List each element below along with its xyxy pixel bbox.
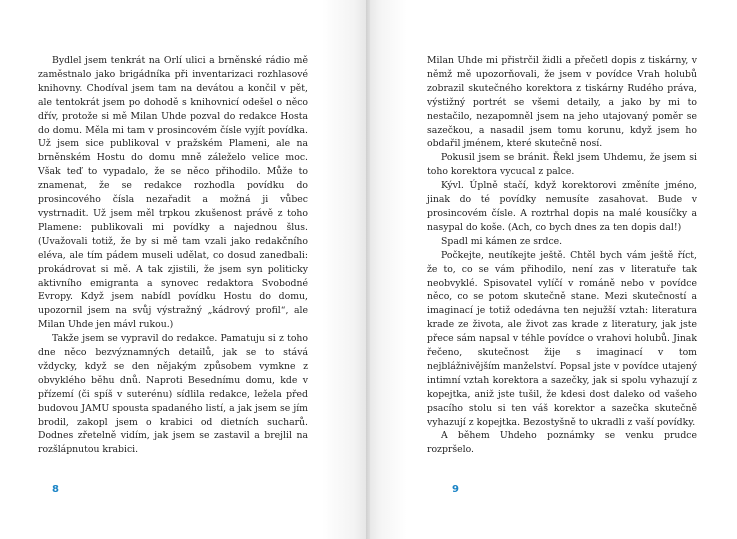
paragraph: A během Uhdeho poznámky se venku prudce rozpršelo. xyxy=(427,430,697,456)
paragraph: Milan Uhde mi přistrčil židli a přečetl dopis z tiskárny, v němž mě upozorňovali, že jsem v povídce Vrah holubů zobrazil skutečného korektora z tiskárny Rudého práva, výstižný portrét se všemi detaily, a jako by mi to nestačilo, nezapomněl jsem na jeho utajovaný poměr se sazečkou, a nasadil jsem tomu korunu, když jsem ho obdařil jménem, které skutečně nosí. xyxy=(427,55,697,150)
paragraph: Takže jsem se vypravil do redakce. Pamatuju si z toho dne něco bezvýznamných detailů, jak se to stává vždycky, když se den nějakým způsobem vymkne z obvyklého běhu dnů. Naproti Besednímu domu, kde v přízemí (či spíš v suterénu) sídlila redakce, ležela před budovou JAMU spousta spadaného listí, a jak jsem se jím brodil, zakopl jsem o krabici od dietních sucharů. Dodnes zřetelně vidím, jak jsem se zastavil a brejlil na rozšlápnutou krabici. xyxy=(38,333,308,456)
paragraph: Počkejte, neutíkejte ještě. Chtěl bych vám ještě říct, že to, co se vám přihodilo, není zas v literatuře tak neobvyklé. Spisovatel vylíčí v románě nebo v povídce něco, co se potom skutečně stane. Mezi skutečností a imaginací je totiž odedávna ten nejužší vztah: literatura krade ze života, ale život zas krade z literatury, jak jste přece sám napsal v téhle povídce o vrahovi holubů. Jinak řečeno, skutečnost žije s imaginací v tom nejblážnivějším manželství. Popsal jste v povídce utajený intimní vztah korektora a sazečky, jak si spolu vyhazují z kopejtka, aniž jste tušil, že kdesi dost daleko od vašeho psacího stolu si ten váš korektor a sazečka skutečně vyhazují z kopejtka. Bezostyšně to ukradli z vaší povídky. xyxy=(427,249,697,428)
paragraph: Bydlel jsem tenkrát na Orlí ulici a brněnské rádio mě zaměstnalo jako brigádníka při inventarizaci rozhlasové knihovny. Chodíval jsem tam na devátou a končil v pět, ale tentokrát jsem po dohodě s knihovnicí odešel o něco dřív, protože si mě Milan Uhde pozval do redakce Hosta do domu. Měla mi tam v prosincovém čísle vyjít povídka. Už jsem sice publikoval v pražském Plameni, ale na brněnském Hostu do domu mně záleželo velice moc. Však teď to vypadalo, že se něco přihodilo. Může to znamenat, že se redakce rozhodla povídku do prosincového čísla nezařadit a možná ji vůbec vystrnadit. Už jsem měl trpkou zkušenost právě z toho Plamene: publikovali mi povídky a najednou šlus. (Uvažovali totiž, že by si mě tam vzali jako redakčního eléva, ale tím pádem museli udělat, co dosud zanedbali: prokádrovat si mě. A tak zjistili, že jsem syn politicky aktivního emigranta a synovec redaktora Svobodné Evropy. Když jsem nabídl povídku Hostu do domu, upozornil jsem na svůj výstražný „kádrový profil“, ale Milan Uhde jen mávl rukou.) xyxy=(38,55,308,331)
paragraph: Kývl. Úplně stačí, když korektorovi změníte jméno, jinak do té povídky nemusíte zasahovat. Bude v prosincovém čísle. A roztrhal dopis na malé kousíčky a nasypal do koše. (Ach, co bych dnes za ten dopis dal!) xyxy=(427,180,697,233)
page-number: 9 xyxy=(452,484,459,495)
right-page-text xyxy=(427,54,697,457)
page-number: 8 xyxy=(52,484,59,495)
paragraph: Pokusil jsem se bránit. Řekl jsem Uhdemu, že jsem si toho korektora vycucal z palce. xyxy=(427,152,697,178)
paragraph: Spadl mi kámen ze srdce. xyxy=(441,235,563,247)
left-page-text xyxy=(38,54,308,457)
right-page xyxy=(370,0,737,539)
left-page xyxy=(0,0,366,539)
